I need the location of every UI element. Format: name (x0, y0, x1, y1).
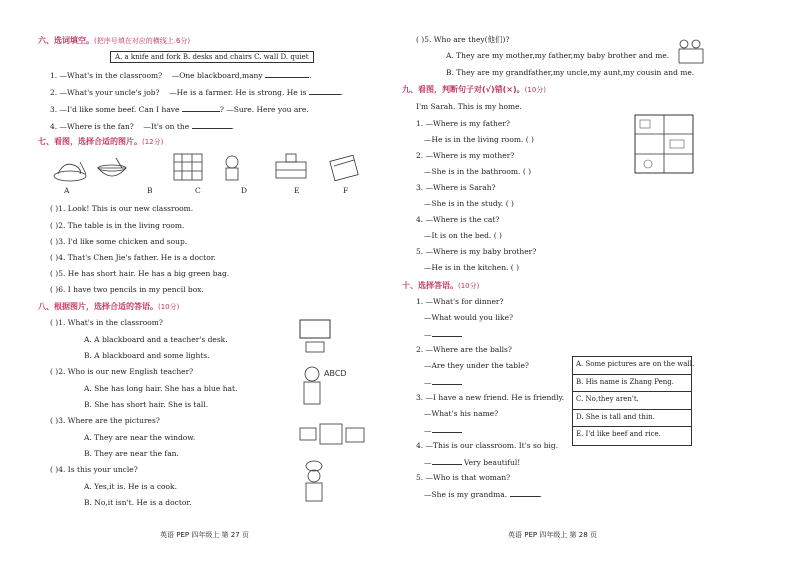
section-note: (把序号填在对应的横线上.6分) (94, 37, 191, 45)
s10-q1-b: —What would you like? (424, 313, 514, 322)
answer-blank[interactable] (432, 329, 462, 337)
answer-blank[interactable] (192, 121, 232, 129)
option-letter: C (195, 186, 201, 195)
right-page (400, 0, 800, 566)
answer-blank[interactable] (432, 457, 462, 465)
page-footer-left: 英语 PEP 四年级上 第 27 页 (160, 531, 249, 539)
s8-q1-option-b: B. A blackboard and some lights. (84, 351, 210, 360)
s6-q3: 3. —I'd like some beef. Can I have ? —Sure. Here you are. (50, 105, 309, 114)
option-letter: B (147, 186, 153, 195)
section-8-heading: 八、根据图片，选择合适的答语。(10分) (38, 302, 180, 311)
answer-blank[interactable] (510, 489, 540, 497)
picture-row (50, 152, 360, 184)
pencil-box-picture (330, 155, 358, 181)
answer-option-e: E. I'd like beef and rice. (576, 430, 661, 439)
option-letter: D (241, 186, 248, 195)
s10-q3-b: —What's his name? (424, 409, 499, 418)
s10-q2-b: —Are they under the table? (424, 361, 529, 370)
room-pictures-picture (298, 422, 368, 448)
blackboard-picture (298, 318, 332, 354)
s7-q6: ( )6. I have two pencils in my pencil box. (50, 285, 204, 294)
s9-a4: —It is on the bed. ( ) (424, 231, 502, 240)
page-footer-right: 英语 PEP 四年级上 第 28 页 (508, 531, 597, 539)
s9-intro: I'm Sarah. This is my home. (416, 102, 522, 111)
s6-q4: 4. —Where is the fan? —It's on the . (50, 122, 234, 131)
boy-picture (226, 156, 238, 180)
s10-q2: 2. —Where are the balls? (416, 345, 512, 354)
s9-a1: —He is in the living room. ( ) (424, 135, 534, 144)
s7-q4: ( )4. That's Chen Jie's father. He is a doctor. (50, 253, 216, 262)
s9-q3: 3. —Where is Sarah? (416, 183, 496, 192)
section-7-heading: 七、看图，选择合适的图片。(12分) (38, 137, 164, 146)
answer-options-box (572, 356, 695, 446)
answer-blank[interactable] (309, 87, 341, 95)
s8-q2: ( )2. Who is our new English teacher? (50, 367, 194, 376)
living-room-picture (276, 154, 306, 178)
section-10-heading: 十、选择答语。(10分) (402, 281, 480, 290)
s10-q4: 4. —This is our classroom. It's so big. (416, 441, 559, 450)
s9-a2: —She is in the bathroom. ( ) (424, 167, 532, 176)
section-9-heading: 九、看图，判断句子对(√)错(×)。(10分) (402, 85, 547, 94)
option-letter: F (343, 186, 349, 195)
s8-q4-option-a: A. Yes,it is. He is a cook. (84, 482, 177, 491)
word-bank: A. a knife and fork B. desks and chairs C. wall D. quiet (110, 51, 314, 63)
s8-q1-option-a: A. A blackboard and a teacher's desk. (84, 335, 228, 344)
answer-option-d: D. She is tall and thin. (573, 410, 691, 428)
food-plate-picture (54, 162, 86, 181)
s7-q1: ( )1. Look! This is our new classroom. (50, 204, 194, 213)
s8-q2-option-b: B. She has short hair. She is tall. (84, 400, 209, 409)
s8-q1: ( )1. What's in the classroom? (50, 318, 163, 327)
answer-blank[interactable] (432, 425, 462, 433)
soup-bowl-picture (98, 158, 126, 176)
s10-q5-b: —She is my grandma. . (424, 490, 542, 499)
classroom-picture (174, 154, 202, 180)
section-6-heading (38, 35, 190, 46)
board-text: ABCD (324, 369, 347, 378)
s9-q5: 5. —Where is my baby brother? (416, 247, 537, 256)
s6-q2: 2. —What's your uncle's job? —He is a farmer. He is strong. He is . (50, 88, 344, 97)
s8-q4: ( )4. Is this your uncle? (50, 465, 138, 474)
option-letter: E (294, 186, 300, 195)
s9-a3: —She is in the study. ( ) (424, 199, 514, 208)
s10-q1-c: — (424, 329, 462, 339)
s10-q3: 3. —I have a new friend. He is friendly. (416, 393, 565, 402)
s8-q3-option-b: B. They are near the fan. (84, 449, 179, 458)
s8-q3-option-a: A. They are near the window. (84, 433, 196, 442)
s10-q1: 1. —What's for dinner? (416, 297, 504, 306)
teacher-picture (298, 362, 358, 406)
q15: ( )5. Who are they(他们)? (416, 35, 510, 44)
s10-q2-c: — (424, 377, 462, 387)
answer-option-a: A. Some pictures are on the wall. (573, 357, 691, 375)
family-picture (676, 36, 706, 66)
s9-q2: 2. —Where is my mother? (416, 151, 515, 160)
answer-blank[interactable] (265, 70, 309, 78)
s8-q3: ( )3. Where are the pictures? (50, 416, 160, 425)
answer-blank[interactable] (182, 104, 220, 112)
q15-option-b: B. They are my grandfather,my uncle,my aunt,my cousin and me. (446, 68, 695, 77)
house-floorplan-picture (634, 114, 694, 174)
s9-q4: 4. —Where is the cat? (416, 215, 500, 224)
answer-option-b: B. His name is Zhang Peng. (573, 375, 691, 393)
s10-q4-b: — Very beautiful! (424, 458, 521, 467)
section-title: 六、选词填空。 (38, 36, 94, 45)
answer-option-c: C. No,they aren't. (573, 392, 691, 410)
s8-q2-option-a: A. She has long hair. She has a blue hat. (84, 384, 238, 393)
s6-q1: 1. —What's in the classroom? —One blackboard,many . (50, 71, 312, 80)
s9-q1: 1. —Where is my father? (416, 119, 510, 128)
s10-q5: 5. —Who is that woman? (416, 473, 511, 482)
q15-option-a: A. They are my mother,my father,my baby brother and me. (446, 51, 670, 60)
s9-a5: —He is in the kitchen. ( ) (424, 263, 520, 272)
option-letter: A (64, 186, 70, 195)
s10-q3-c: — (424, 425, 462, 435)
s7-q2: ( )2. The table is in the living room. (50, 221, 185, 230)
s7-q5: ( )5. He has short hair. He has a big green bag. (50, 269, 230, 278)
s7-q3: ( )3. I'd like some chicken and soup. (50, 237, 188, 246)
cook-picture (298, 460, 332, 504)
answer-blank[interactable] (432, 377, 462, 385)
s8-q4-option-b: B. No,it isn't. He is a doctor. (84, 498, 192, 507)
